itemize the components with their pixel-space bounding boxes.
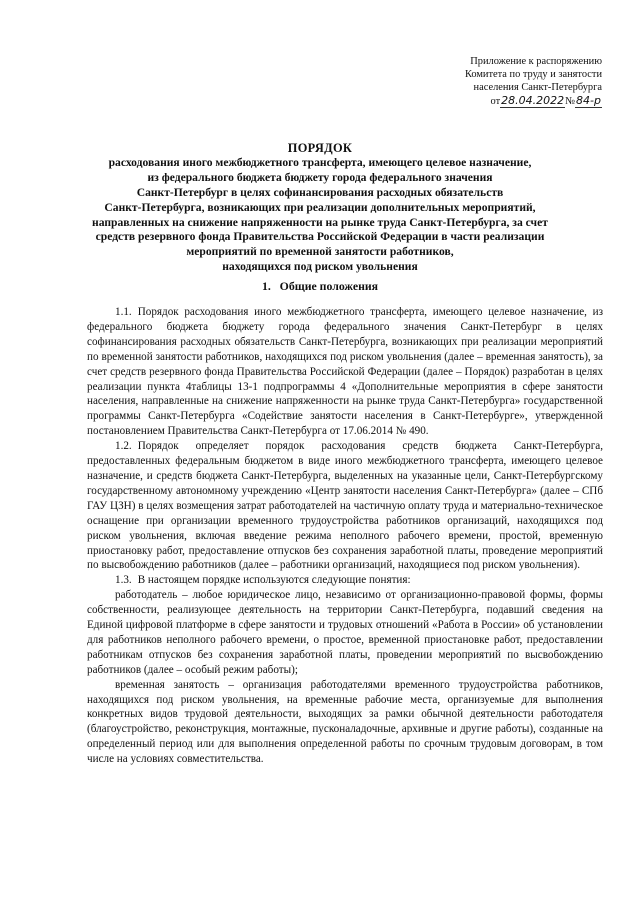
document-title: [60, 141, 580, 275]
paragraph: [87, 439, 603, 573]
paragraph-text: В настоящем порядке используются следующие понятия:: [137, 574, 411, 587]
paragraph-text: временная занятость – организация работодателями временного трудоустройства работников, находящихся под риском увольнения, на временные рабочие места, организуемые для выполнения конкретных видов трудовой деятельности, выходящих за рамки обычной деятельности работодателя (благоустройство, реконструкция, монтажные, пусконаладочные, архивные и другие работы), созданные на определенный период или для выполнения определенной работы по срочным трудовым договорам, в том числе на условиях совместительства.: [87, 678, 603, 766]
paragraph-text: работодатель – любое юридическое лицо, независимо от организационно-правовой формы, формы собственности, реализующее деятельность на территории Санкт-Петербурга, подавший сведения на Единой цифровой платформе в сфере занятости и трудовых отношений «Работа в России» об установлении для работников неполного рабочего времени, о простое, временной приостановке работ, предоставлении работникам отпусков без сохранения заработной платы, проведении мероприятий по высвобождению работников (далее – особый режим работы);: [87, 589, 603, 676]
appendix-date-line: [442, 94, 602, 108]
title-line: направленных на снижение напряженности на рынке труда Санкт-Петербурга, за счет: [92, 215, 548, 229]
appendix-line: Приложение к распоряжению: [470, 56, 602, 67]
paragraph: [87, 305, 603, 439]
title-heading: ПОРЯДОК: [287, 141, 353, 155]
paragraph: [87, 678, 603, 767]
section-heading: [0, 279, 640, 294]
paragraph-number: 1.2.: [115, 440, 132, 453]
title-line: средств резервного фонда Правительства Российской Федерации в части реализации: [95, 230, 545, 244]
paragraph: [87, 573, 603, 588]
appendix-from: от: [490, 96, 501, 107]
appendix-no: №: [565, 96, 576, 107]
title-line: Санкт-Петербург в целях софинансирования расходных обязательств: [136, 185, 504, 199]
paragraph-text: Порядок расходования иного межбюджетного трансферта, имеющего целевое назначение, из федерального бюджета бюджету города федерального значения Санкт-Петербург в целях софинансирования расходных обязательств Санкт-Петербурга, возникающих при реализации мероприятий по временной занятости работников, находящихся под риском увольнения (далее – временная занятость), за счет средств резервного фонда Правительства Российской Федерации (далее – Порядок) разработан в целях реализации пункта 4таблицы 13-1 подпрограммы 4 «Дополнительные мероприятия в сфере занятости населения, направленные на снижение напряженности на рынке труда Санкт-Петербурга» государственной программы Санкт-Петербурга «Содействие занятости населения в Санкт-Петербурге», утвержденной постановлением Правительства Санкт-Петербурга от 17.06.2014 № 490.: [87, 306, 603, 438]
title-line: мероприятий по временной занятости работников,: [186, 245, 454, 259]
appendix-block: [442, 55, 602, 108]
document-body: [87, 305, 603, 767]
title-line: из федерального бюджета бюджету города федерального значения: [147, 170, 493, 184]
section-number: 1.: [261, 279, 271, 293]
section-title: Общие положения: [279, 279, 379, 293]
title-line: Санкт-Петербурга, возникающих при реализации дополнительных мероприятий,: [104, 200, 536, 214]
appendix-line: Комитета по труду и занятости: [464, 69, 602, 80]
title-line: находящихся под риском увольнения: [222, 260, 418, 274]
appendix-line: населения Санкт-Петербурга: [473, 82, 602, 93]
paragraph-number: 1.1.: [115, 306, 132, 318]
paragraph-number: 1.3.: [115, 574, 132, 587]
appendix-number: 84-р: [576, 94, 601, 107]
appendix-date: 28.04.2022: [501, 94, 565, 107]
paragraph-text: Порядок определяет порядок расходования средств бюджета Санкт-Петербурга, предоставленных федеральным бюджетом в виде иного межбюджетного трансферта, имеющего целевое назначение, и средств бюджета Санкт-Петербурга, выделенных на указанные цели, Санкт-Петербургскому государственному автономному учреждению «Центр занятости населения Санкт-Петербурга» (далее – СПб ГАУ ЦЗН) в целях возмещения затрат работодателей на частичную оплату труда и материально-техническое оснащение при организации временного трудоустройства работников организаций, находящихся под риском увольнения, включая введение режима неполного рабочего времени, простой, временную приостановку работ, предоставление отпусков без сохранения заработной платы, проведение мероприятий по высвобождению работников (далее – работники организаций, находящиеся под риском увольнения).: [87, 440, 603, 572]
paragraph: [87, 588, 603, 677]
title-line: расходования иного межбюджетного трансферта, имеющего целевое назначение,: [108, 155, 532, 169]
